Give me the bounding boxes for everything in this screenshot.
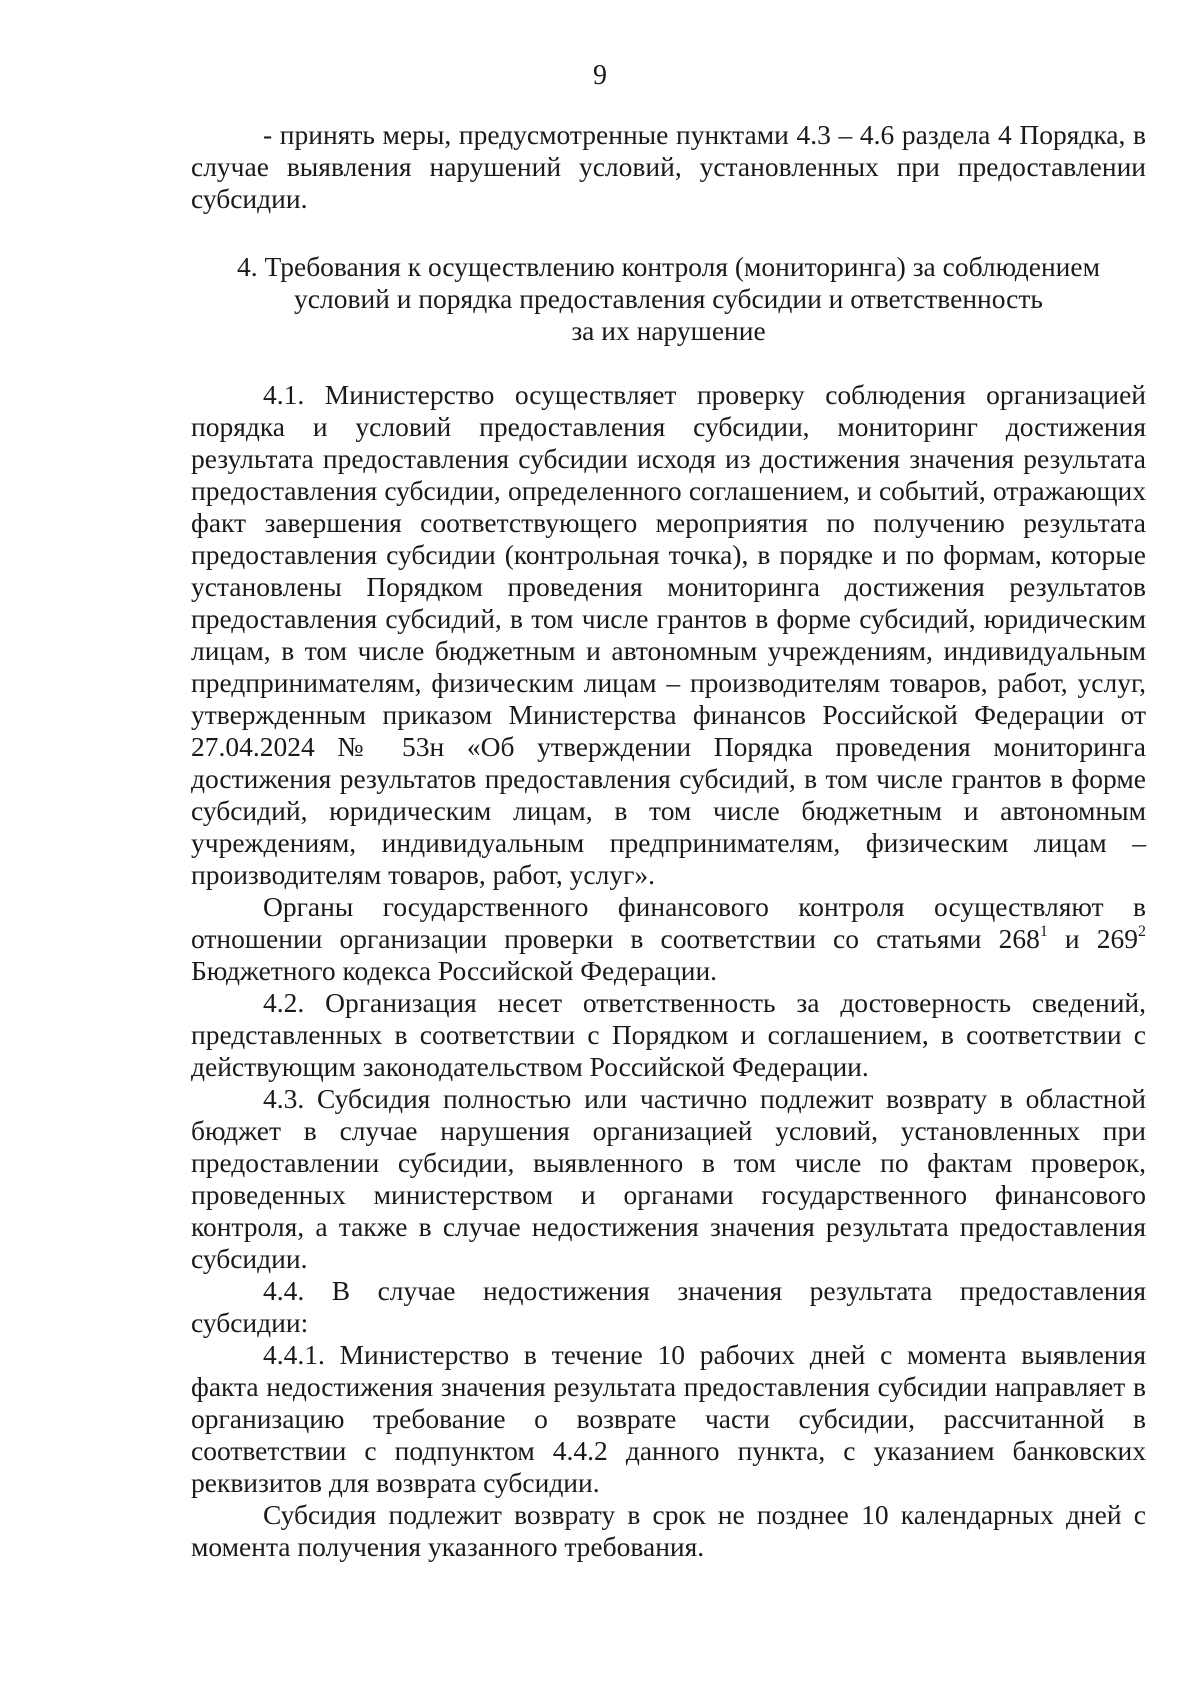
- section-heading-line-2: условий и порядка предоставления субсидии и ответственность: [294, 283, 1043, 314]
- page-number: 9: [593, 60, 607, 91]
- paragraph-return-deadline: Субсидия подлежит возврату в срок не позднее 10 календарных дней с момента получения указанного требования.: [191, 1499, 1146, 1562]
- article-269-superscript: 2: [1138, 923, 1147, 940]
- section-heading: [191, 251, 1146, 347]
- paragraph-4-4-1: 4.4.1. Министерство в течение 10 рабочих дней с момента выявления факта недостижения значения результата предоставления субсидии направляет в организацию требование о возврате части субсидии, рассчитанной в соответствии с подпунктом 4.4.2 данного пункта, с указанием банковских реквизитов для возврата субсидии.: [191, 1339, 1146, 1498]
- article-268-superscript: 1: [1039, 923, 1048, 940]
- paragraph-4-1: 4.1. Министерство осуществляет проверку соблюдения организацией порядка и условий предоставления субсидии, мониторинг достижения результата предоставления субсидии исходя из достижения значения результата предоставления субсидии, определенного соглашением, и событий, отражающих факт завершения соответствующего мероприятия по получению результата предоставления субсидии (контрольная точка), в порядке и по формам, которые установлены Порядком проведения мониторинга достижения результатов предоставления субсидий, в том числе грантов в форме субсидий, юридическим лицам, в том числе бюджетным и автономным учреждениям, индивидуальным предпринимателям, физическим лицам – производителям товаров, работ, услуг, утвержденным приказом Министерства финансов Российской Федерации от 27.04.2024 № 53н «Об утверждении Порядка проведения мониторинга достижения результатов предоставления субсидий, в том числе грантов в форме субсидий, юридическим лицам, в том числе бюджетным и автономным учреждениям, индивидуальным предпринимателям, физическим лицам – производителям товаров, работ, услуг».: [191, 379, 1146, 890]
- page-body: [191, 119, 1146, 1563]
- paragraph-4-4: 4.4. В случае недостижения значения результата предоставления субсидии:: [191, 1275, 1146, 1338]
- financial-control-text-1: Органы государственного финансового контроля осуществляют в отношении организации проверки в соответствии со статьями 268: [191, 891, 1146, 954]
- paragraph-4-2: 4.2. Организация несет ответственность за достоверность сведений, представленных в соответствии с Порядком и соглашением, в соответствии с действующим законодательством Российской Федерации.: [191, 987, 1146, 1082]
- financial-control-text-2: и 269: [1047, 923, 1139, 954]
- paragraph-4-3: 4.3. Субсидия полностью или частично подлежит возврату в областной бюджет в случае нарушения организацией условий, установленных при предоставлении субсидии, выявленного в том числе по фактам проверок, проведенных министерством и органами государственного финансового контроля, а также в случае недостижения значения результата предоставления субсидии.: [191, 1083, 1146, 1274]
- section-heading-line-3: за их нарушение: [571, 315, 766, 346]
- section-heading-line-1: 4. Требования к осуществлению контроля (мониторинга) за соблюдением: [236, 251, 1101, 282]
- financial-control-text-3: Бюджетного кодекса Российской Федерации.: [191, 955, 718, 986]
- paragraph-financial-control: [191, 891, 1146, 987]
- intro-paragraph: - принять меры, предусмотренные пунктами 4.3 – 4.6 раздела 4 Порядка, в случае выявления нарушений условий, установленных при предоставлении субсидии.: [191, 119, 1146, 214]
